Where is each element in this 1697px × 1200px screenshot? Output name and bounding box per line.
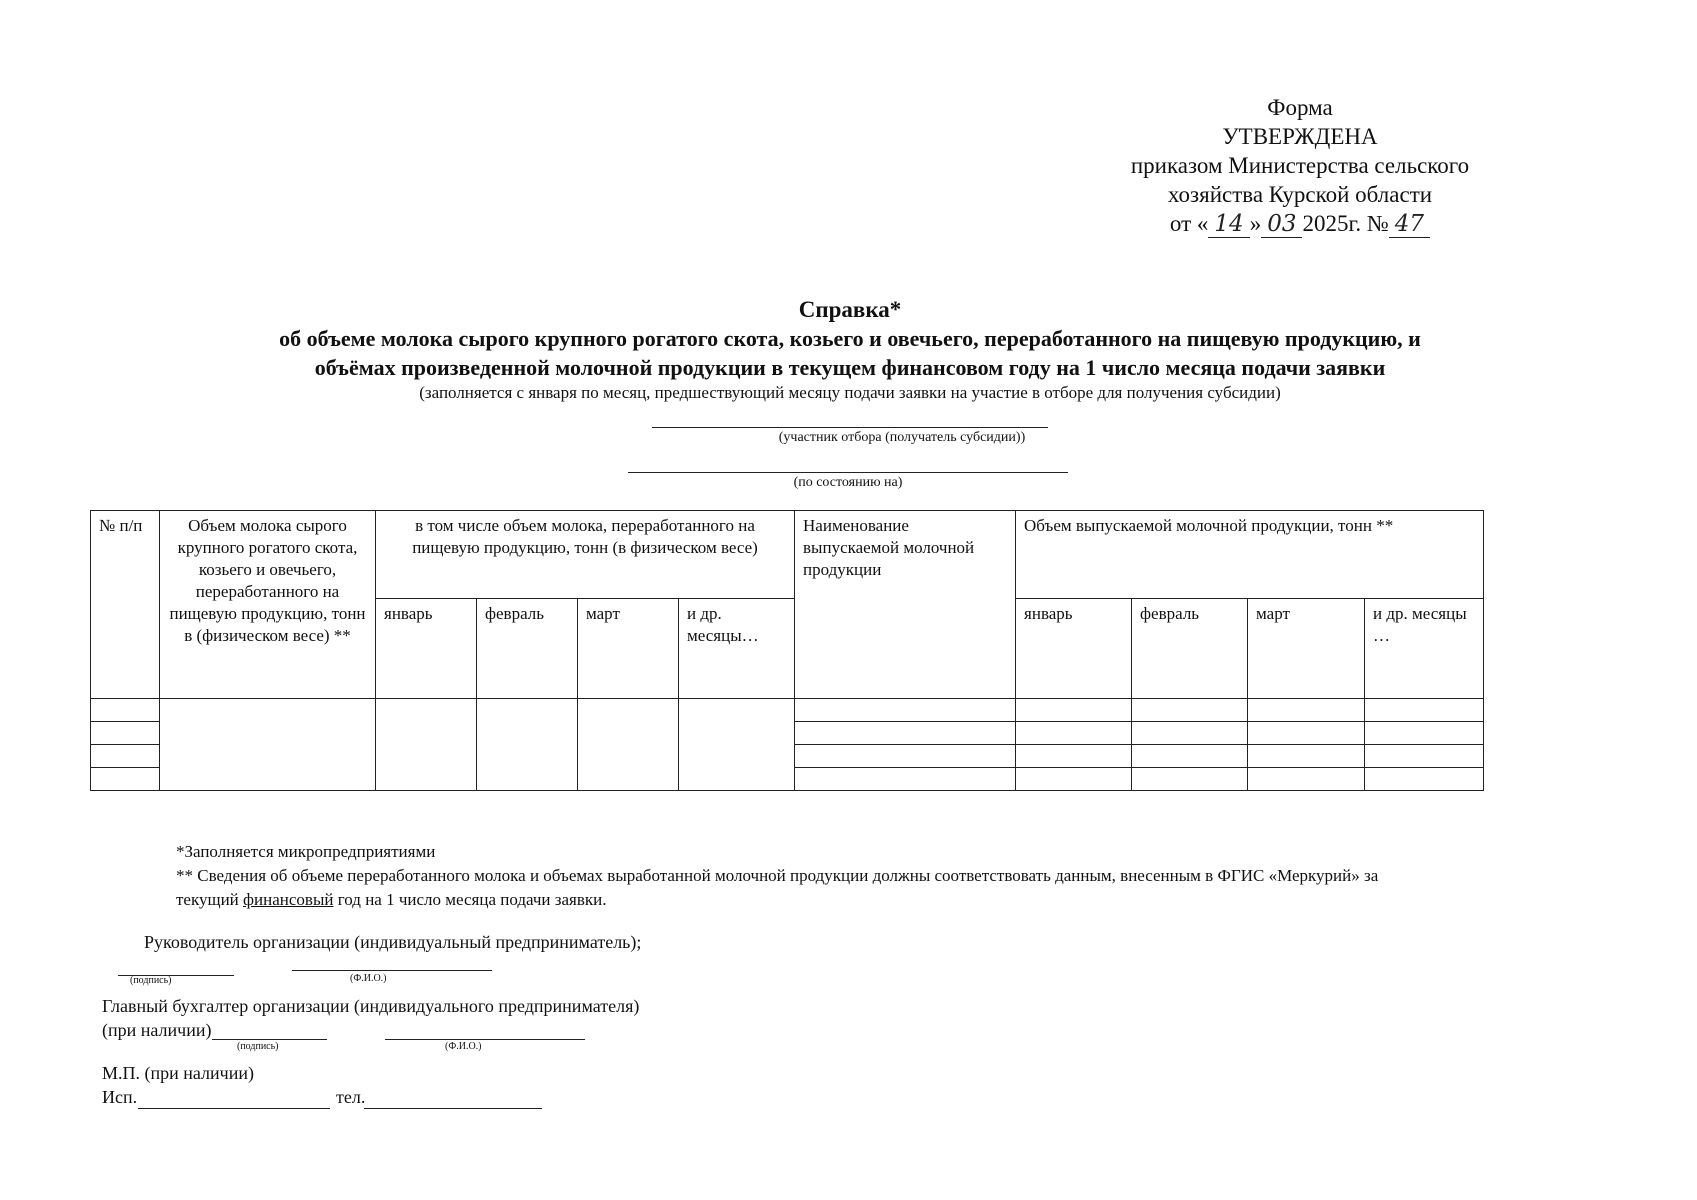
table-cell[interactable] — [1365, 745, 1484, 768]
title-note: (заполняется с января по месяц, предшествующий месяцу подачи заявки на участие в отборе для получения субсидии) — [419, 383, 1281, 402]
phone-line — [364, 1108, 542, 1109]
table-cell[interactable] — [1365, 699, 1484, 722]
participant-caption: (участник отбора (получатель субсидии)) — [778, 430, 1026, 445]
table-cell[interactable] — [1248, 768, 1365, 791]
accountant-fio-line — [385, 1039, 585, 1040]
date-field-line — [628, 472, 1068, 473]
table-cell[interactable] — [91, 699, 160, 722]
table-cell[interactable] — [1132, 699, 1248, 722]
order-date-line: от « 14 » 03 2025г. № 47 — [1090, 209, 1510, 239]
table-cell[interactable] — [795, 768, 1016, 791]
stamp-label: М.П. (при наличии) — [102, 1063, 254, 1083]
document-title — [120, 296, 1580, 404]
accountant-if-any: (при наличии) — [102, 1020, 212, 1040]
head-fio-line — [292, 970, 492, 971]
table-cell[interactable] — [1016, 768, 1132, 791]
head-label: Руководитель организации (индивидуальный предприниматель); — [144, 932, 642, 952]
col-header-processed: в том числе объем молока, переработанного на пищевую продукцию, тонн (в физическом весе) — [376, 511, 795, 599]
ministry-region-label: хозяйства Курской области — [1167, 182, 1433, 207]
table-cell[interactable] — [376, 699, 477, 791]
title-line-2: объёмах произведенной молочной продукции в текущем финансовом году на 1 число месяца подачи заявки — [314, 355, 1386, 380]
table-cell[interactable] — [1248, 745, 1365, 768]
head-fio-caption: (Ф.И.О.) — [350, 973, 387, 984]
table-cell[interactable] — [795, 745, 1016, 768]
table-cell[interactable] — [679, 699, 795, 791]
table-cell[interactable] — [578, 699, 679, 791]
col-output-jan: январь — [1016, 599, 1132, 699]
table-cell[interactable] — [91, 722, 160, 745]
footnote-1: *Заполняется микропредприятиями — [176, 842, 436, 861]
handwritten-day: 14 — [1208, 211, 1249, 238]
accountant-sign-caption: (подпись) — [237, 1041, 279, 1052]
table-cell[interactable] — [1016, 699, 1132, 722]
accountant-sign-line — [212, 1039, 327, 1040]
handwritten-number: 47 — [1389, 211, 1430, 238]
col-processed-other: и др. месяцы… — [679, 599, 795, 699]
table-cell[interactable] — [1132, 745, 1248, 768]
col-header-number: № п/п — [91, 511, 160, 699]
col-processed-mar: март — [578, 599, 679, 699]
col-header-product-name: Наименование выпускаемой молочной продукции — [795, 511, 1016, 699]
table-cell[interactable] — [1248, 699, 1365, 722]
table-row — [91, 699, 1484, 722]
col-output-feb: февраль — [1132, 599, 1248, 699]
participant-field-line — [652, 427, 1048, 428]
approval-block — [1090, 93, 1510, 239]
date-caption: (по состоянию на) — [793, 475, 903, 490]
table-cell[interactable] — [160, 699, 376, 791]
approved-label: УТВЕРЖДЕНА — [1222, 124, 1378, 149]
table-cell[interactable] — [1132, 768, 1248, 791]
header-row-1 — [91, 511, 1484, 599]
order-ministry-label: приказом Министерства сельского — [1130, 153, 1470, 178]
title-line-1: об объеме молока сырого крупного рогатого скота, козьего и овечьего, переработанного на пищевую продукцию, и — [279, 326, 1421, 351]
executor-label: Исп. — [102, 1087, 138, 1107]
col-header-volume: Объем молока сырого крупного рогатого скота, козьего и овечьего, переработанного на пищевую продукцию, тонн в (физическом весе) ** — [160, 511, 376, 699]
table-cell[interactable] — [91, 768, 160, 791]
table-cell[interactable] — [795, 722, 1016, 745]
head-sign-caption: (подпись) — [130, 975, 172, 986]
handwritten-month: 03 — [1261, 211, 1302, 238]
col-header-output: Объем выпускаемой молочной продукции, тонн ** — [1016, 511, 1484, 599]
table-cell[interactable] — [91, 745, 160, 768]
table-cell[interactable] — [1132, 722, 1248, 745]
footnote-2: ** Сведения об объеме переработанного молока и объемах выработанной молочной продукции должны соответствовать данным, внесенным в ФГИС «Меркурий» за — [176, 866, 1379, 885]
phone-label: тел. — [336, 1087, 366, 1107]
col-processed-feb: февраль — [477, 599, 578, 699]
table-cell[interactable] — [1365, 722, 1484, 745]
form-label: Форма — [1267, 95, 1333, 120]
table-cell[interactable] — [1365, 768, 1484, 791]
title-main: Справка* — [798, 297, 902, 322]
col-output-mar: март — [1248, 599, 1365, 699]
table-cell[interactable] — [795, 699, 1016, 722]
table-cell[interactable] — [1016, 745, 1132, 768]
accountant-label: Главный бухгалтер организации (индивидуального предпринимателя) — [102, 996, 640, 1016]
executor-line — [138, 1108, 330, 1109]
footnote-3: текущий финансовый год на 1 число месяца подачи заявки. — [176, 890, 607, 909]
col-processed-jan: январь — [376, 599, 477, 699]
table-cell[interactable] — [1248, 722, 1365, 745]
table-cell[interactable] — [477, 699, 578, 791]
col-output-other: и др. месяцы … — [1365, 599, 1484, 699]
table-cell[interactable] — [1016, 722, 1132, 745]
accountant-fio-caption: (Ф.И.О.) — [445, 1041, 482, 1052]
report-table — [90, 510, 1484, 791]
